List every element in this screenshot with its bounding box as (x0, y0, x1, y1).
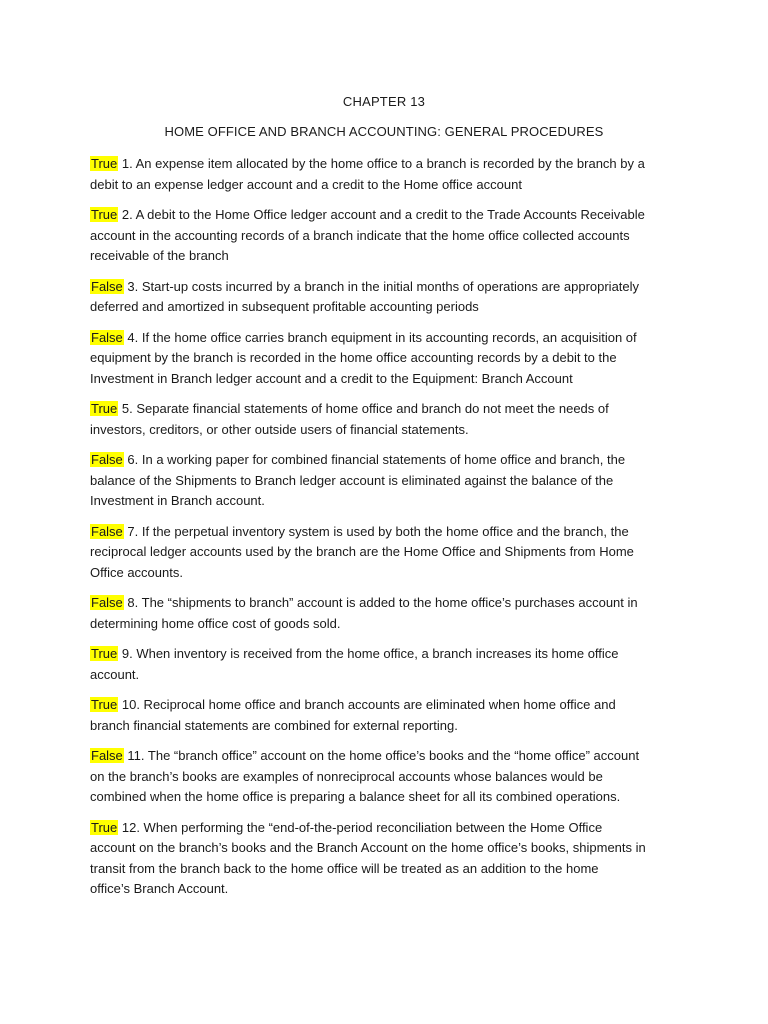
question-item (90, 277, 690, 318)
question-text-line: balance of the Shipments to Branch ledger account is eliminated against the balance of the (90, 472, 614, 488)
answer-highlight: True (91, 646, 118, 661)
question-item (90, 205, 690, 267)
question-text-line: 9. When inventory is received from the home office, a branch increases its home office (121, 646, 619, 661)
question-text-line: account in the accounting records of a branch indicate that the home office collected accounts (90, 227, 630, 243)
question-text-line: Investment in Branch account. (90, 493, 265, 508)
answer-highlight: False (91, 329, 123, 345)
question-text-line: 10. Reciprocal home office and branch accounts are eliminated when home office and (121, 697, 616, 712)
question-item (90, 644, 690, 685)
question-text-line: determining home office cost of goods sold. (90, 615, 341, 631)
question-item (90, 450, 690, 512)
answer-highlight: False (91, 523, 123, 539)
question-text-line: on the branch’s books are examples of nonreciprocal accounts whose balances would be (90, 768, 603, 784)
question-text-line: transit from the branch back to the home office will be treated as an addition to the home (90, 860, 599, 876)
answer-highlight: True (91, 819, 118, 835)
question-item (90, 522, 690, 584)
answer-highlight: True (91, 697, 118, 712)
page-title: HOME OFFICE AND BRANCH ACCOUNTING: GENERAL PROCEDURES (164, 124, 604, 139)
question-text-line: 12. When performing the “end-of-the-period reconciliation between the Home Office (121, 819, 603, 835)
question-list (90, 154, 690, 910)
answer-highlight: True (91, 401, 118, 416)
question-item (90, 328, 690, 390)
question-text-line: investors, creditors, or other outside users of financial statements. (90, 421, 469, 437)
question-text-line: 4. If the home office carries branch equipment in its accounting records, an acquisition of (127, 329, 637, 345)
question-text-line: receivable of the branch (90, 248, 229, 263)
question-text-line: 11. The “branch office” account on the home office’s books and the “home office” account (127, 748, 640, 763)
question-item (90, 818, 690, 900)
answer-highlight: False (91, 278, 123, 294)
question-text-line: 6. In a working paper for combined financial statements of home office and branch, the (127, 452, 626, 467)
question-text-line: office’s Branch Account. (90, 881, 229, 896)
question-text-line: deferred and amortized in subsequent profitable accounting periods (90, 299, 479, 314)
question-item (90, 695, 690, 736)
answer-highlight: True (91, 156, 118, 171)
question-text-line: Office accounts. (90, 564, 183, 580)
question-text-line: account. (90, 666, 140, 682)
answer-highlight: True (91, 207, 118, 222)
question-text-line: account on the branch’s books and the Branch Account on the home office’s books, shipments in (90, 840, 646, 855)
question-text-line: 8. The “shipments to branch” account is added to the home office’s purchases account in (127, 595, 638, 610)
question-text-line: debit to an expense ledger account and a credit to the Home office account (90, 176, 522, 192)
question-text-line: 7. If the perpetual inventory system is used by both the home office and the branch, the (127, 523, 629, 539)
question-text-line: 1. An expense item allocated by the home office to a branch is recorded by the branch by a (121, 156, 645, 171)
question-text-line: Investment in Branch ledger account and a credit to the Equipment: Branch Account (90, 370, 573, 386)
question-text-line: 5. Separate financial statements of home office and branch do not meet the needs of (121, 401, 609, 416)
question-item (90, 399, 690, 440)
question-item (90, 154, 690, 195)
question-text-line: branch financial statements are combined for external reporting. (90, 717, 458, 733)
answer-highlight: False (91, 595, 123, 610)
question-text-line: 2. A debit to the Home Office ledger account and a credit to the Trade Accounts Receivable (121, 207, 645, 222)
answer-highlight: False (91, 452, 123, 467)
question-text-line: 3. Start-up costs incurred by a branch in the initial months of operations are appropriately (127, 278, 640, 294)
question-text-line: combined when the home office is preparing a balance sheet for all its combined operations. (90, 789, 621, 804)
chapter-heading: CHAPTER 13 (342, 94, 426, 109)
question-item (90, 593, 690, 634)
answer-highlight: False (91, 748, 123, 763)
question-text-line: reciprocal ledger accounts used by the branch are the Home Office and Shipments from Home (90, 544, 634, 559)
question-item (90, 746, 690, 808)
question-text-line: equipment by the branch is recorded in the home office accounting records by a debit to the (90, 350, 617, 365)
